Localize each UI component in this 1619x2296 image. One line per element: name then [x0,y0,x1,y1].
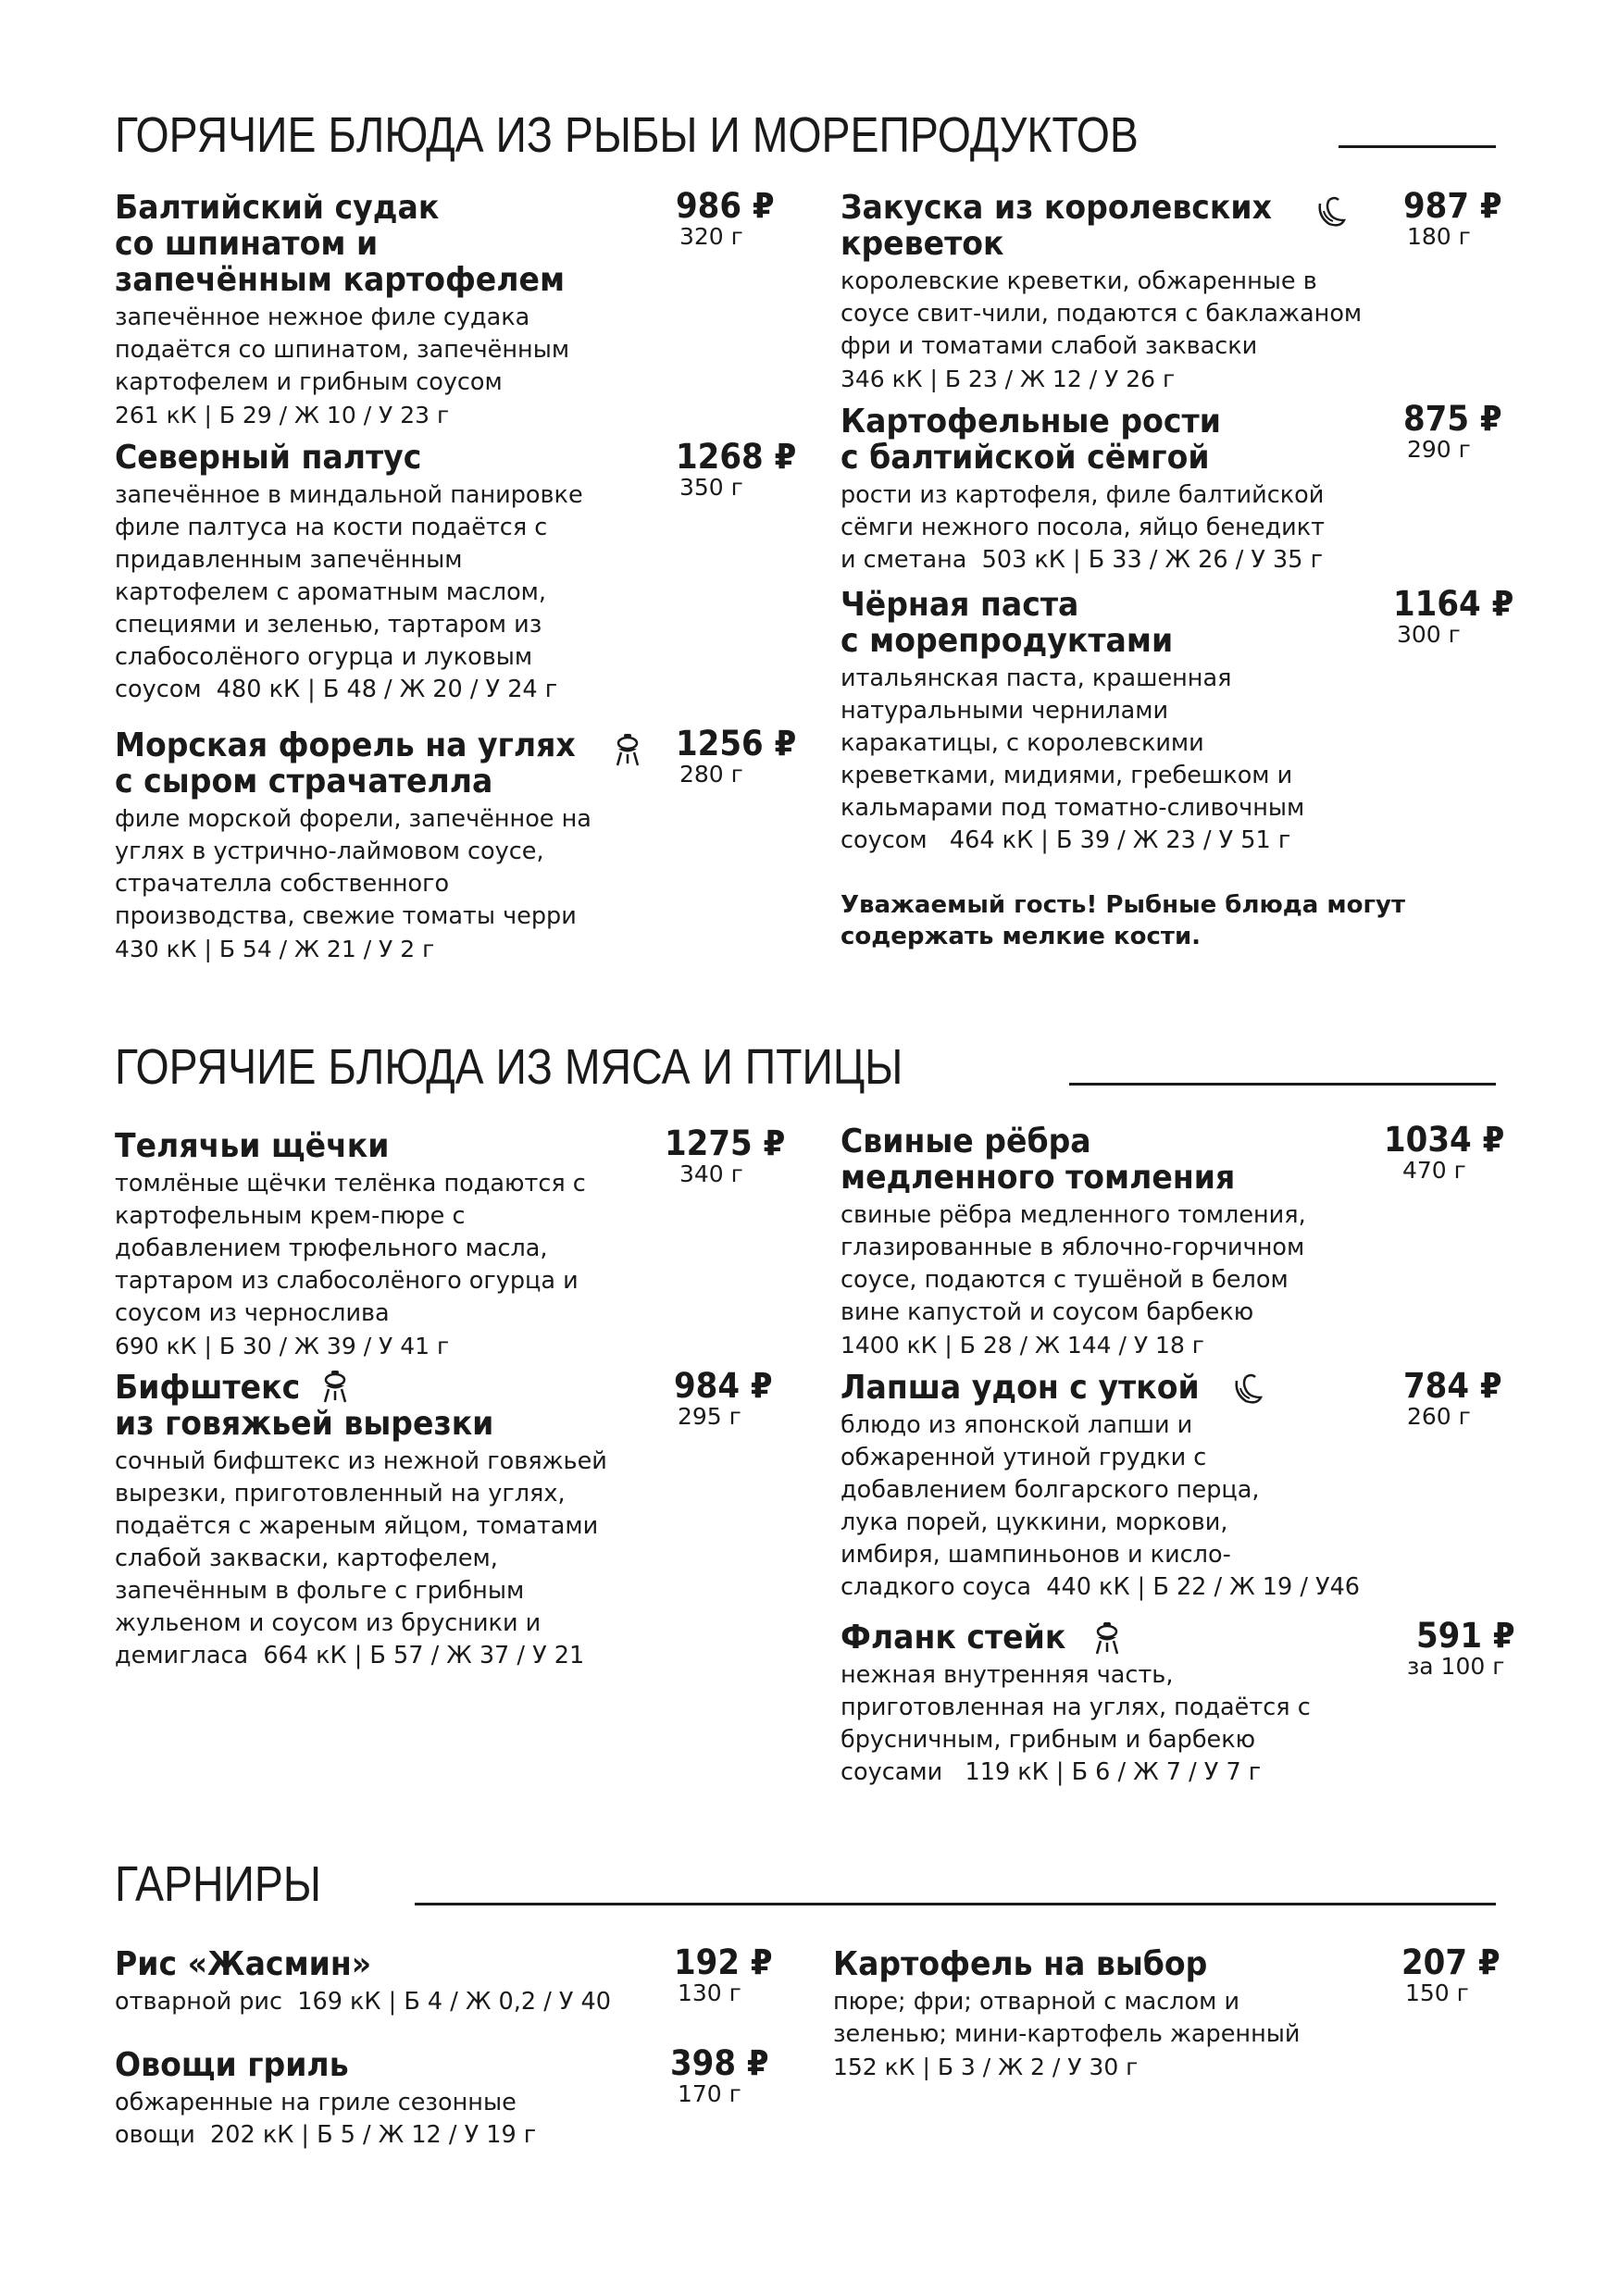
dish-weight: 290 г [1407,436,1471,463]
chili-pepper-icon [1314,192,1348,230]
dish-name: Свиные рёбра медленного томления [841,1123,1236,1197]
dish-description: филе морской форели, запечённое на углях в устрично-лаймовом соусе, страчателла собственного производства, свежие томаты черри [115,805,592,930]
dish-name: Бифштекс из говяжьей вырезки [115,1369,494,1443]
grill-icon [1090,1621,1124,1658]
dish-name: Чёрная паста с морепродуктами [841,586,1174,660]
dish-nutrition: 202 кК | Б 5 / Ж 12 / У 19 г [210,2121,537,2149]
section-title: ГАРНИРЫ [115,1856,321,1912]
dish-description-text: итальянская паста, крашенная натуральными чернилами каракатицы, с королевскими креветками, мидиями, гребешком и кальмарами под томатно-сливочным соусом [841,664,1305,854]
dish-weight: 470 г [1402,1157,1466,1184]
dish-price: 984 ₽ [674,1366,773,1406]
dish-rebra [841,1123,1396,1361]
dish-description: пюре; фри; отварной с маслом и зеленью; мини-картофель жаренный [833,1988,1301,2048]
dish-weight: 280 г [679,761,743,788]
dish-description-text: блюдо из японской лапши и обжаренной утиной грудки с добавлением болгарского перца, лука порей, цуккини, моркови, имбиря, шампиньонов и кисло- сладкого соуса [841,1411,1260,1601]
dish-price: 784 ₽ [1403,1366,1502,1406]
dish-name: Овощи гриль [115,2046,349,2084]
dish-weight: 260 г [1407,1403,1471,1430]
dish-description: королевские креветки, обжаренные в соусе свит-чили, подаются с баклажаном фри и томатами слабой закваски [841,267,1363,360]
price-block [1403,1368,1511,1429]
fish-bones-notice: Уважаемый гость! Рыбные блюда могут содержать мелкие кости. [841,891,1406,950]
dish-description [115,1986,707,2018]
dish-nutrition: 503 кК | Б 33 / Ж 26 / У 35 г [981,546,1323,574]
dish-weight: 300 г [1397,621,1461,648]
dish-weight: за 100 г [1407,1653,1505,1680]
dish-name: Рис «Жасмин» [115,1945,372,1983]
grill-icon [318,1370,352,1407]
dish-sudak [115,190,670,431]
dish-weight: 170 г [678,2080,741,2107]
price-block [674,1944,781,2005]
dish-description [115,1446,689,1672]
dish-weight: 130 г [678,1980,741,2006]
price-block [676,726,807,787]
section-title: ГОРЯЧИЕ БЛЮДА ИЗ РЫБЫ И МОРЕПРОДУКТОВ [115,107,1139,163]
dish-udon [841,1370,1414,1604]
dish-price: 192 ₽ [674,1942,773,1982]
dish-nutrition: 119 кК | Б 6 / Ж 7 / У 7 г [965,1758,1262,1786]
section-title: ГОРЯЧИЕ БЛЮДА ИЗ МЯСА И ПТИЦЫ [115,1039,903,1095]
dish-name: Фланк стейк [841,1619,1066,1657]
dish-description [841,1659,1396,1789]
price-block [1407,1618,1524,1679]
dish-name: Северный палтус [115,439,422,477]
dish-nutrition: 261 кК | Б 29 / Ж 10 / У 23 г [115,402,450,428]
dish-description-text: обжаренные на гриле сезонные овощи [115,2089,517,2149]
section-divider [1339,145,1496,148]
dish-nutrition: 690 кК | Б 30 / Ж 39 / У 41 г [115,1333,450,1359]
dish-pasta [841,587,1396,857]
dish-price: 987 ₽ [1403,186,1502,226]
price-block [1403,188,1511,249]
dish-price: 986 ₽ [676,186,775,226]
dish-price: 591 ₽ [1416,1616,1515,1656]
dish-shchechki [115,1128,670,1362]
dish-name: Картофельные рости с балтийской сёмгой [841,403,1221,477]
price-block [1401,1944,1509,2005]
dish-description: томлёные щёчки телёнка подаются с картофельным крем-пюре с добавлением трюфельного масла, тартаром из слабосолёного огурца и соусом из чернослива [115,1170,586,1327]
dish-description-text: рости из картофеля, филе балтийской сёмги нежного посола, яйцо бенедикт и сметана [841,481,1325,574]
dish-forel [115,727,670,965]
price-block [676,188,783,249]
dish-nutrition: 346 кК | Б 23 / Ж 12 / У 26 г [841,366,1176,392]
dish-description-text: запечённое в миндальной панировке филе палтуса на кости подаётся с придавленным запечённым картофелем с ароматным маслом, специями и зеленью, тартаром из слабосолёного огурца и луковым соусом [115,481,583,703]
dish-description-text: отварной рис [115,1988,283,2016]
dish-description [841,1409,1414,1604]
dish-price: 1268 ₽ [676,437,797,477]
dish-nutrition: 430 кК | Б 54 / Ж 21 / У 2 г [115,936,435,962]
dish-description [115,479,670,706]
dish-nutrition: 480 кК | Б 48 / Ж 20 / У 24 г [216,676,558,703]
price-block [670,2045,778,2106]
dish-name: Картофель на выбор [833,1945,1208,1983]
dish-nutrition: 464 кК | Б 39 / Ж 23 / У 51 г [949,826,1291,854]
dish-nutrition: 169 кК | Б 4 / Ж 0,2 / У 40 [297,1988,611,2016]
dish-weight: 295 г [678,1403,741,1430]
price-block [1384,1122,1515,1183]
dish-price: 1034 ₽ [1384,1120,1505,1160]
dish-weight: 340 г [679,1160,743,1187]
dish-weight: 180 г [1407,223,1471,250]
dish-name: Морская форель на углях с сыром страчателла [115,726,576,800]
chili-pepper-icon [1231,1370,1264,1407]
dish-price: 1164 ₽ [1393,584,1514,624]
section-header-meat [115,1039,1503,1095]
price-block [1393,586,1525,647]
price-block [676,439,807,500]
dish-weight: 150 г [1405,1980,1469,2006]
dish-ovoshchi [115,2047,670,2152]
dish-nutrition: 440 кК | Б 22 / Ж 19 / У46 [1046,1573,1361,1601]
dish-price: 398 ₽ [670,2043,769,2083]
dish-bifshteks [115,1370,689,1672]
dish-price: 875 ₽ [1403,399,1502,439]
dish-nutrition: 664 кК | Б 57 / Ж 37 / У 21 [263,1642,585,1669]
dish-description: свиные рёбра медленного томления, глазированные в яблочно-горчичном соусе, подаются с тушёной в белом вине капустой и соусом барбекю [841,1201,1306,1326]
dish-price: 207 ₽ [1401,1942,1501,1982]
dish-name: Закуска из королевских креветок [841,189,1272,263]
dish-description [115,2087,670,2152]
dish-weight: 350 г [679,474,743,501]
dish-paltus [115,440,670,706]
section-divider [415,1903,1496,1905]
dish-name: Балтийский судак со шпинатом и запечённым картофелем [115,189,566,299]
dish-description [841,479,1396,577]
price-block [674,1368,781,1429]
dish-price: 1275 ₽ [665,1123,786,1163]
grill-icon [611,733,644,770]
section-divider [1069,1083,1496,1086]
dish-description [841,663,1396,857]
dish-description-text: сочный бифштекс из нежной говяжьей вырезки, приготовленный на углях, подаётся с жареным яйцом, томатами слабой закваски, картофелем, запечённым в фольге с грибным жульеном и соусом из брусники и демигласа [115,1447,607,1669]
dish-description-text: нежная внутренняя часть, приготовленная на углях, подаётся с брусничным, грибным и барбекю соусами [841,1661,1311,1786]
section-header-fish [115,107,1503,163]
dish-ris [115,1946,707,2018]
dish-weight: 320 г [679,223,743,250]
dish-nutrition: 152 кК | Б 3 / Ж 2 / У 30 г [833,2054,1139,2080]
dish-name: Телячьи щёчки [115,1127,390,1165]
price-block [665,1125,796,1186]
dish-nutrition: 1400 кК | Б 28 / Ж 144 / У 18 г [841,1332,1204,1359]
price-block [1403,401,1511,462]
dish-kartofel [833,1946,1389,2083]
dish-rosti [841,403,1396,577]
dish-description: запечённое нежное филе судака подаётся со шпинатом, запечённым картофелем и грибным соусом [115,304,570,396]
dish-name: Лапша удон с уткой [841,1369,1200,1407]
dish-price: 1256 ₽ [676,724,797,763]
